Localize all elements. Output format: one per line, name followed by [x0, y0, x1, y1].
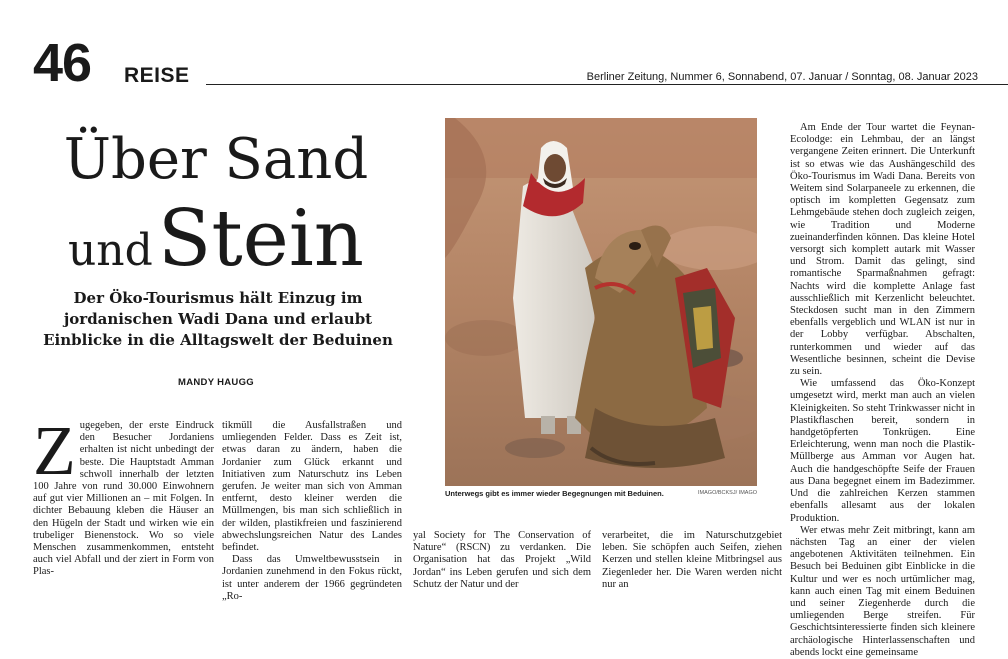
author-byline: MANDY HAUGG — [178, 377, 254, 388]
headline-line-1: Über Sand — [63, 127, 369, 192]
article-column-2 — [222, 420, 402, 603]
photo-caption — [445, 489, 757, 498]
section-label: REISE — [124, 64, 190, 87]
paragraph: Wie umfassend das Öko-Konzept umgesetzt wird, merkt man auch an vielen Kleinigkeiten. So steht Trinkwasser nicht in Plastikflaschen bereit, sondern in handgetöpferten Tonkrügen. Eine Erleichterung, wenn man noch die Plastik-Müllberge aus Amman vor Augen hat. Auch die handgeschöpfte Seife der Frauen aus Dana begegnet einem im Badezimmer. Und die zahlreichen Kerzen stammen ebenfalls allesamt aus der lokalen Produktion. — [790, 378, 975, 524]
headline-und: und — [67, 225, 153, 276]
paragraph: verarbeitet, die im Naturschutzgebiet leben. Sie schöpfen auch Seifen, ziehen Kerzen und stellen kleine Mitbringsel aus Ziegenleder her. Die Waren werden nicht nur an — [602, 530, 782, 590]
page-number: 46 — [33, 33, 92, 93]
paragraph: ugegeben, der erste Eindruck den Besucher Jordaniens erhalten ist nicht unbedingt der beste. Die Hauptstadt Amman schwoll innerhalb der letzten 100 Jahre von rund 30.000 Einwohnern auf gut vier Millionen an – mit Folgen. In dichter Bebauung kleben die Häuser an den Hügeln der Stadt und wirken wie ein trubeliger Bienenstock. Wo so viele Menschen zusammenkommen, entsteht auch viel Abfall und der ziert in Form von Plas- — [33, 420, 214, 578]
bedouin-camel-photo — [445, 118, 757, 486]
paragraph: tikmüll die Ausfallstraßen und umliegenden Felder. Dass es Zeit ist, etwas daran zu ändern, haben die Jordanier zum Glück erkannt und Initiativen zum Naturschutz ins Leben gerufen. Je weiter man sich von Amman entfernt, desto kleiner werden die Müllmengen, bis man sich schließlich in der wilden, plastikfreien und faszinierend abwechslungsreichen Natur des Landes befindet. — [222, 420, 402, 554]
article-column-3 — [413, 530, 591, 591]
paragraph: Dass das Umweltbewusstsein in Jordanien zunehmend in den Fokus rückt, ist unter anderem der 1966 gegründeten „Ro- — [222, 554, 402, 602]
issue-line: Berliner Zeitung, Nummer 6, Sonnabend, 07. Januar / Sonntag, 08. Januar 2023 — [586, 71, 978, 83]
photo-credit: IMAGO/BCKSJ/ IMAGO — [698, 490, 757, 496]
article-column-5 — [790, 122, 975, 659]
photo-illustration — [445, 118, 757, 486]
article-column-4 — [602, 530, 782, 591]
paragraph: Wer etwas mehr Zeit mitbringt, kann am nächsten Tag an einer der vielen angebotenen Aktivitäten teilnehmen. Ein Besuch bei Beduinen gibt Einblicke in die Kultur und wer es noch urtümlicher mag, kann auch einen Tag mit einem Beduinen und seiner Ziegenherde durch die umliegenden Berge streifen. Für Geschichtsinteressierte finden sich kleinere archäologische Hinterlassenschaften und abends lockt eine gemeinsame — [790, 524, 975, 658]
article-column-1 — [33, 413, 214, 579]
headline-line-2 — [0, 194, 432, 284]
drop-cap: Z — [33, 413, 76, 490]
paragraph: Am Ende der Tour wartet die Feynan-Ecolodge: ein Lehmbau, der an längst vergangene Zeiten erinnert. Die Unterkunft ist so etwas wie das Aushängeschild des Öko-Tourismus im Wadi Dana. Bereits von Weitem sind Solarpaneele zu erkennen, die optisch im kompletten Gegensatz zum Lehmgebäude stehen doch zugleich zeigen, wie Tradition und Moderne zueinanderfinden können. Das kleine Hotel versorgt sich komplett autark mit Wasser und Strom. Damit das gelingt, sind romantische Sparmaßnahmen gefragt: Nachts wird die komplette Anlage fast ausschließlich mit Kerzenlicht beleuchtet. Steckdosen sucht man in den Zimmern ebenfalls vergeblich und WLAN ist nur in der Lobby verfügbar. Abschalten, runterkommen und wieder auf das Wesentliche besinnen, scheint die Devise zu sein. — [790, 122, 975, 378]
headline-stein: Stein — [157, 194, 365, 284]
subtitle: Der Öko-Tourismus hält Einzug im jordanischen Wadi Dana und erlaubt Einblicke in die Alltagswelt der Beduinen — [43, 289, 393, 349]
paragraph: yal Society for The Conservation of Nature“ (RSCN) zu verdanken. Die Organisation hat das Projekt „Wild Jordan“ ins Leben gerufen und sich dem Schutz der Natur und der — [413, 530, 591, 590]
header-rule — [206, 84, 1008, 85]
caption-text: Unterwegs gibt es immer wieder Begegnungen mit Beduinen. — [445, 489, 664, 498]
